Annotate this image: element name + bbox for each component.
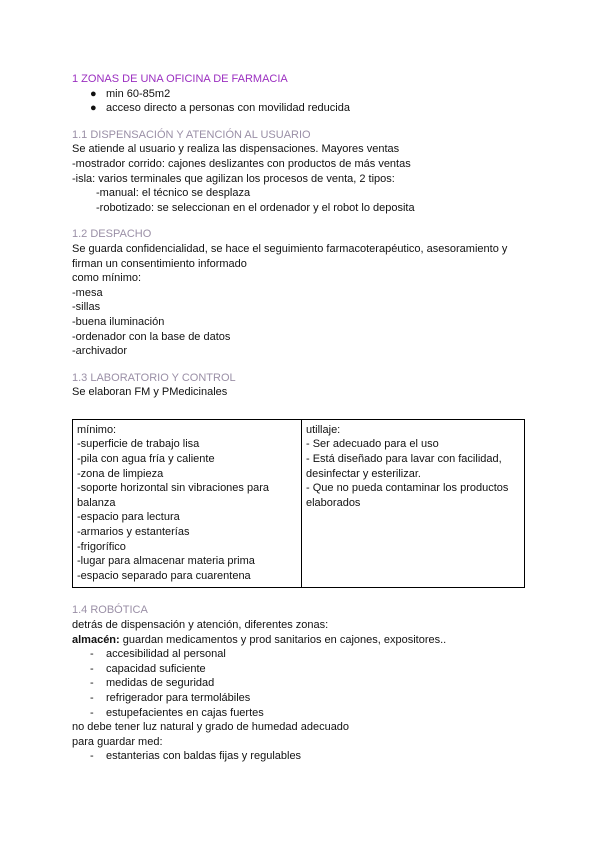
- cell-line: -espacio para lectura: [77, 511, 180, 524]
- list-item-text: estupefacientes en cajas fuertes: [106, 706, 264, 719]
- paragraph-line: Se elaboran FM y PMedicinales: [72, 386, 228, 399]
- indented-line: -manual: el técnico se desplaza: [96, 187, 251, 200]
- cell-line: - Que no pueda contaminar los productos: [306, 482, 509, 495]
- list-item-text: refrigerador para termolábiles: [106, 691, 251, 704]
- cell-line: - Ser adecuado para el uso: [306, 438, 439, 451]
- paragraph-line: Se guarda confidencialidad, se hace el seguimiento farmacoterapéutico, asesoramiento y: [72, 242, 508, 255]
- cell-line: -zona de limpieza: [77, 467, 164, 480]
- table-row: [73, 419, 525, 588]
- cell-line: desinfectar y esterilizar.: [306, 467, 421, 480]
- bullet-text: acceso directo a personas con movilidad reducida: [106, 102, 350, 115]
- table-cell-minimo: [73, 419, 302, 588]
- paragraph-line: para guardar med:: [72, 735, 163, 748]
- laboratorio-table: [72, 419, 525, 589]
- cell-line: utillaje:: [306, 423, 341, 436]
- dash-icon: -: [90, 648, 94, 661]
- document-title: 1 ZONAS DE UNA OFICINA DE FARMACIA: [72, 73, 288, 85]
- paragraph-line: -mostrador corrido: cajones deslizantes con productos de más ventas: [72, 157, 411, 170]
- list-item: [72, 749, 532, 764]
- bullet-item: [72, 101, 532, 116]
- list-item: [72, 676, 532, 691]
- cell-line: -superficie de trabajo lisa: [77, 438, 200, 451]
- indented-line: -robotizado: se seleccionan en el ordenador y el robot lo deposita: [96, 201, 415, 214]
- bullet-icon: ●: [90, 87, 97, 100]
- bullet-icon: ●: [90, 102, 97, 115]
- intro-bullets: [72, 87, 532, 116]
- almacen-text: guardan medicamentos y prod sanitarios en cajones, expositores..: [119, 633, 447, 646]
- list-item: [72, 706, 532, 721]
- section-heading-robotica: 1.4 ROBÓTICA: [72, 604, 148, 617]
- list-item: [72, 647, 532, 662]
- section-heading-despacho: 1.2 DESPACHO: [72, 228, 152, 241]
- cell-line: -frigorífico: [77, 540, 126, 553]
- list-item-text: medidas de seguridad: [106, 677, 215, 690]
- dash-icon: -: [90, 706, 94, 719]
- paragraph-line: -mesa: [72, 286, 103, 299]
- dash-icon: -: [90, 750, 94, 763]
- cell-line: -lugar para almacenar materia prima: [77, 555, 255, 568]
- paragraph-line: -buena iluminación: [72, 315, 165, 328]
- paragraph-line: Se atiende al usuario y realiza las dispensaciones. Mayores ventas: [72, 143, 400, 156]
- cell-line: balanza: [77, 496, 116, 509]
- almacen-line: [72, 633, 532, 648]
- paragraph-line: como mínimo:: [72, 272, 142, 285]
- paragraph-line: firman un consentimiento informado: [72, 257, 247, 270]
- guardar-list: [72, 749, 532, 764]
- cell-line: - Está diseñado para lavar con facilidad,: [306, 453, 502, 466]
- cell-line: -soporte horizontal sin vibraciones para: [77, 482, 269, 495]
- paragraph-line: no debe tener luz natural y grado de humedad adecuado: [72, 721, 350, 734]
- section-heading-laboratorio: 1.3 LABORATORIO Y CONTROL: [72, 371, 236, 384]
- list-item: [72, 691, 532, 706]
- cell-line: -pila con agua fría y caliente: [77, 453, 215, 466]
- table-cell-utillaje: [302, 419, 525, 588]
- paragraph-line: -archivador: [72, 345, 128, 358]
- cell-line: elaborados: [306, 496, 361, 509]
- dash-icon: -: [90, 677, 94, 690]
- cell-line: -espacio separado para cuarentena: [77, 569, 251, 582]
- cell-line: mínimo:: [77, 423, 117, 436]
- paragraph-line: -ordenador con la base de datos: [72, 330, 231, 343]
- paragraph-line: -isla: varios terminales que agilizan los procesos de venta, 2 tipos:: [72, 172, 395, 185]
- paragraph-line: -sillas: [72, 301, 101, 314]
- list-item: [72, 662, 532, 677]
- document-content: [72, 72, 532, 764]
- section-heading-dispensacion: 1.1 DISPENSACIÓN Y ATENCIÓN AL USUARIO: [72, 128, 311, 141]
- list-item-text: estanterias con baldas fijas y regulables: [106, 750, 302, 763]
- almacen-list: [72, 647, 532, 720]
- almacen-label: almacén:: [72, 633, 120, 646]
- list-item-text: accesibilidad al personal: [106, 648, 226, 661]
- dash-icon: -: [90, 691, 94, 704]
- paragraph-line: detrás de dispensación y atención, diferentes zonas:: [72, 619, 329, 631]
- cell-line: -armarios y estanterías: [77, 526, 190, 539]
- list-item-text: capacidad suficiente: [106, 662, 206, 675]
- bullet-text: min 60-85m2: [106, 87, 171, 100]
- dash-icon: -: [90, 662, 94, 675]
- bullet-item: [72, 87, 532, 102]
